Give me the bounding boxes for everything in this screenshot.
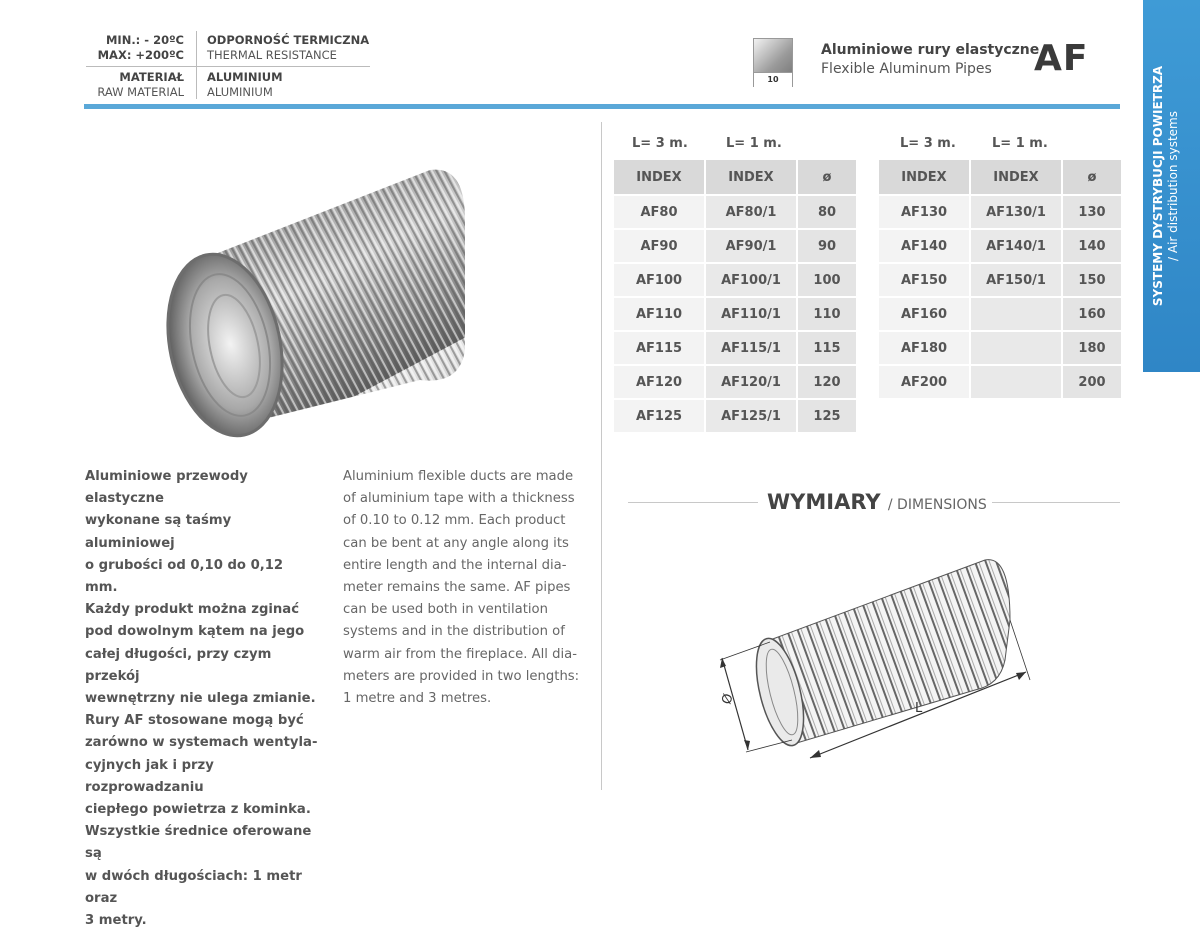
cell-index-1m: AF100/1 — [704, 264, 796, 298]
text-line: of 0.10 to 0.12 mm. Each product — [343, 513, 566, 529]
cell-diameter: 120 — [796, 366, 856, 400]
col-header-index-1m: INDEX — [969, 160, 1061, 196]
col-header-diameter: ø — [796, 160, 856, 196]
right-length-1m: L= 1 m. — [992, 136, 1048, 151]
table-header-row — [879, 160, 1121, 196]
cell-index-1m: AF90/1 — [704, 230, 796, 264]
cell-diameter: 130 — [1061, 196, 1121, 230]
cell-index: AF150 — [879, 264, 969, 298]
text-line: can be bent at any angle along its — [343, 535, 569, 551]
cell-index: AF110 — [614, 298, 704, 332]
cell-index: AF180 — [879, 332, 969, 366]
text-line: systems and in the distribution of — [343, 624, 565, 640]
table-row — [614, 366, 856, 400]
text-line: entire length and the internal dia- — [343, 557, 567, 573]
table-header-row — [614, 160, 856, 196]
cell-index: AF160 — [879, 298, 969, 332]
cell-index-1m: AF140/1 — [969, 230, 1061, 264]
text-line: meter remains the same. AF pipes — [343, 580, 571, 596]
text-line: wykonane są taśmy aluminiowej — [85, 513, 232, 551]
text-line: Każdy produkt można zginać — [85, 602, 300, 618]
cell-diameter: 100 — [796, 264, 856, 298]
cell-index: AF130 — [879, 196, 969, 230]
product-title-pl: Aluminiowe rury elastyczne — [821, 42, 1040, 58]
left-length-3m: L= 3 m. — [632, 136, 688, 151]
right-index-table — [879, 160, 1121, 400]
text-line: of aluminium tape with a thickness — [343, 491, 575, 507]
cell-index-1m: AF150/1 — [969, 264, 1061, 298]
table-row — [879, 298, 1121, 332]
col-header-index-3m: INDEX — [879, 160, 969, 196]
cell-index: AF80 — [614, 196, 704, 230]
description-pl — [85, 466, 320, 932]
cell-index-1m — [969, 298, 1061, 332]
cell-index: AF200 — [879, 366, 969, 400]
pipe-photo — [160, 160, 480, 445]
text-line: wewnętrzny nie ulega zmianie. — [85, 691, 316, 707]
product-title-en: Flexible Aluminum Pipes — [821, 61, 992, 77]
material-pl: MATERIAŁ — [119, 70, 184, 84]
dimensions-title: WYMIARY — [767, 490, 881, 514]
table-row — [879, 230, 1121, 264]
text-line: zarówno w systemach wentyla- — [85, 735, 318, 751]
cell-index: AF115 — [614, 332, 704, 366]
text-line: pod dowolnym kątem na jego — [85, 624, 305, 640]
side-tab-line2: / Air distribution systems — [1166, 111, 1180, 261]
dimensions-heading — [767, 490, 987, 514]
thermal-resistance-label — [207, 33, 369, 63]
product-code: AF — [1034, 38, 1089, 79]
spec-divider — [86, 66, 370, 67]
cell-diameter: 110 — [796, 298, 856, 332]
dimensions-subtitle: / DIMENSIONS — [887, 497, 987, 513]
table-row — [879, 366, 1121, 400]
dimension-drawing — [700, 540, 1040, 770]
table-row — [614, 264, 856, 298]
side-tab-line1: SYSTEMY DYSTRYBUCJI POWIETRZA — [1151, 65, 1165, 307]
cell-index-1m: AF120/1 — [704, 366, 796, 400]
aluminium-pl: ALUMINIUM — [207, 70, 283, 84]
material-label — [84, 70, 184, 100]
cell-index: AF120 — [614, 366, 704, 400]
dimensions-rule-left — [628, 502, 758, 503]
cell-index-1m — [969, 332, 1061, 366]
table-row — [879, 332, 1121, 366]
side-tab-label — [1151, 36, 1191, 336]
cell-index-1m: AF110/1 — [704, 298, 796, 332]
temp-min: MIN.: - 20ºC — [105, 33, 184, 47]
description-en — [343, 466, 583, 710]
header-accent-line — [84, 104, 1120, 109]
left-index-table — [614, 160, 856, 434]
temp-max: MAX: +200ºC — [97, 48, 184, 62]
right-length-3m: L= 3 m. — [900, 136, 956, 151]
text-line: Aluminiowe przewody elastyczne — [85, 469, 248, 507]
text-line: Rury AF stosowane mogą być — [85, 713, 304, 729]
cell-index-1m: AF80/1 — [704, 196, 796, 230]
cell-index-1m: AF115/1 — [704, 332, 796, 366]
swatch-number: 10 — [754, 72, 792, 87]
table-row — [614, 230, 856, 264]
text-line: 3 metry. — [85, 913, 147, 929]
cell-index-1m — [969, 366, 1061, 400]
cell-index-1m: AF130/1 — [969, 196, 1061, 230]
cell-diameter: 180 — [1061, 332, 1121, 366]
temp-range — [84, 33, 184, 63]
text-line: warm air from the fireplace. All dia- — [343, 646, 578, 662]
cell-diameter: 140 — [1061, 230, 1121, 264]
cell-diameter: 125 — [796, 400, 856, 434]
spec-vertical-divider — [196, 31, 197, 99]
table-row — [879, 196, 1121, 230]
length-label: L — [915, 701, 923, 716]
cell-diameter: 115 — [796, 332, 856, 366]
text-line: Wszystkie średnice oferowane są — [85, 824, 312, 862]
text-line: meters are provided in two lengths: — [343, 668, 580, 684]
cell-diameter: 200 — [1061, 366, 1121, 400]
table-row — [614, 298, 856, 332]
text-line: o grubości od 0,10 do 0,12 mm. — [85, 557, 284, 596]
cell-index-1m: AF125/1 — [704, 400, 796, 434]
column-divider — [601, 122, 602, 790]
table-row — [614, 332, 856, 366]
cell-diameter: 150 — [1061, 264, 1121, 298]
aluminium-en: ALUMINIUM — [207, 85, 273, 99]
thermal-en: THERMAL RESISTANCE — [207, 48, 337, 62]
text-line: ciepłego powietrza z kominka. — [85, 802, 311, 818]
col-header-index-3m: INDEX — [614, 160, 704, 196]
left-length-1m: L= 1 m. — [726, 136, 782, 151]
text-line: can be used both in ventilation — [343, 602, 548, 618]
cell-diameter: 80 — [796, 196, 856, 230]
cell-diameter: 160 — [1061, 298, 1121, 332]
cell-index: AF125 — [614, 400, 704, 434]
diameter-label: Ø — [719, 692, 737, 707]
cell-index: AF100 — [614, 264, 704, 298]
table-row — [614, 196, 856, 230]
dimensions-rule-right — [992, 502, 1120, 503]
text-line: całej długości, przy czym przekój — [85, 646, 272, 684]
cell-diameter: 90 — [796, 230, 856, 264]
material-value — [207, 70, 283, 100]
col-header-diameter: ø — [1061, 160, 1121, 196]
cell-index: AF90 — [614, 230, 704, 264]
text-line: cyjnych jak i przy rozprowadzaniu — [85, 757, 214, 795]
cell-index: AF140 — [879, 230, 969, 264]
thermal-pl: ODPORNOŚĆ TERMICZNA — [207, 33, 370, 47]
text-line: w dwóch długościach: 1 metr oraz — [85, 868, 302, 906]
table-row — [614, 400, 856, 434]
col-header-index-1m: INDEX — [704, 160, 796, 196]
text-line: 1 metre and 3 metres. — [343, 691, 492, 707]
material-en: RAW MATERIAL — [97, 85, 184, 99]
text-line: Aluminium flexible ducts are made — [343, 469, 574, 484]
table-row — [879, 264, 1121, 298]
